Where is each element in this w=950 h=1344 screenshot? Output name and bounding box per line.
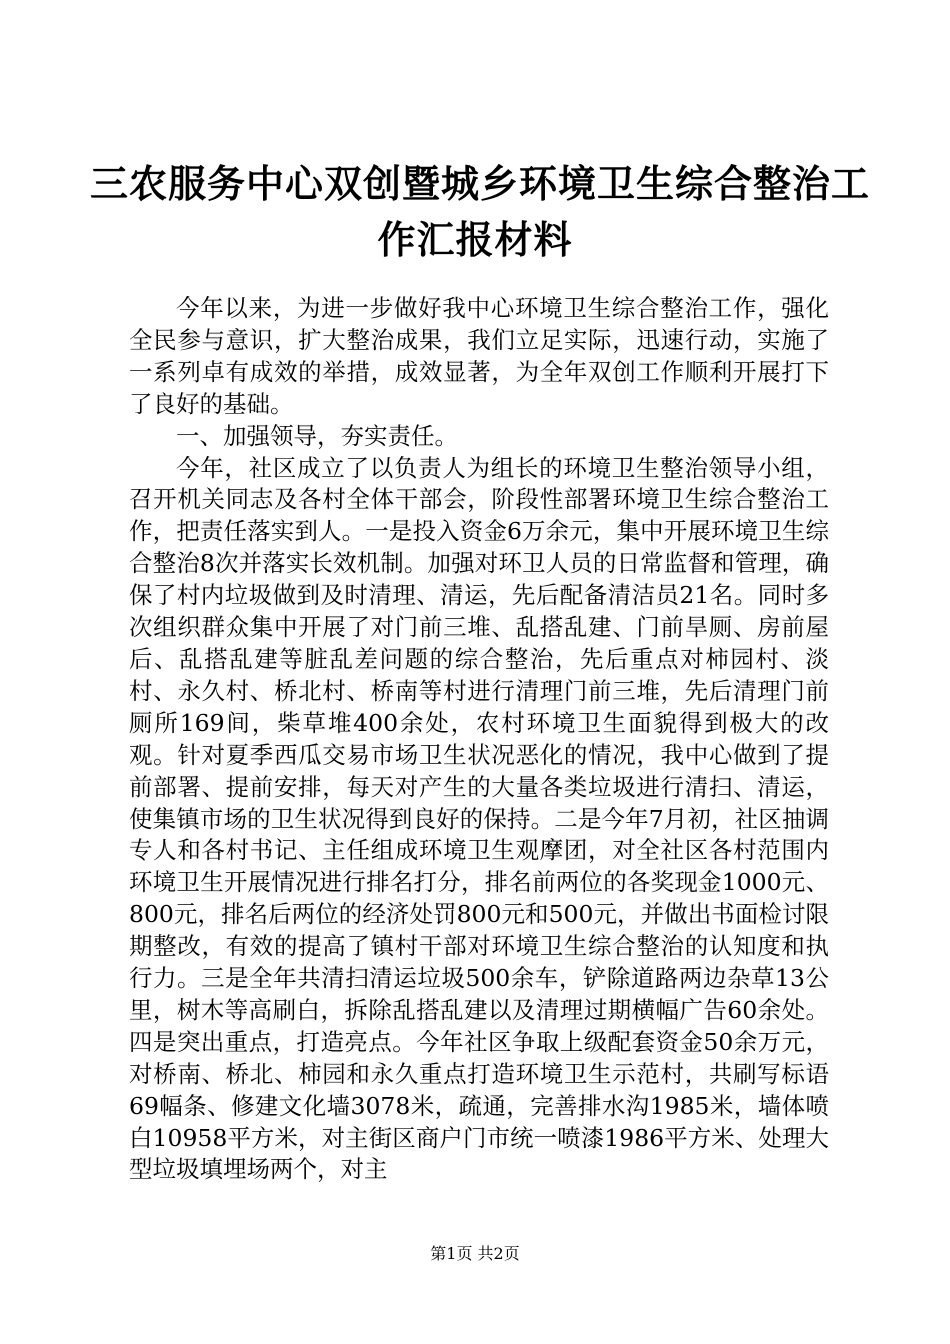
- document-body: [129, 293, 829, 1186]
- intro-paragraph: 今年以来，为进一步做好我中心环境卫生综合整治工作，强化全民参与意识，扩大整治成果，我们立足实际，迅速行动，实施了一系列卓有成效的举措，成效显著，为全年双创工作顺利开展打下了良好的基础。: [129, 294, 829, 418]
- document-title-line-1: 三农服务中心双创暨城乡环境卫生综合整治工: [90, 161, 871, 206]
- body-paragraph: 今年，社区成立了以负责人为组长的环境卫生整治领导小组，召开机关同志及各村全体干部会，阶段性部署环境卫生综合整治工作，把责任落实到人。一是投入资金6万余元，集中开展环境卫生综合整治8次并落实长效机制。加强对环卫人员的日常监督和管理，确保了村内垃圾做到及时清理、清运，先后配备清洁员21名。同时多次组织群众集中开展了对门前三堆、乱搭乱建、门前旱厕、房前屋后、乱搭乱建等脏乱差问题的综合整治，先后重点对柿园村、淡村、永久村、桥北村、桥南等村进行清理门前三堆，先后清理门前厕所169间，柴草堆400余处，农村环境卫生面貌得到极大的改观。针对夏季西瓜交易市场卫生状况恶化的情况，我中心做到了提前部署、提前安排，每天对产生的大量各类垃圾进行清扫、清运，使集镇市场的卫生状况得到良好的保持。二是今年7月初，社区抽调专人和各村书记、主任组成环境卫生观摩团，对全社区各村范围内环境卫生开展情况进行排名打分，排名前两位的各奖现金1000元、800元，排名后两位的经济处罚800元和500元，并做出书面检讨限期整改，有效的提高了镇村干部对环境卫生综合整治的认知度和执行力。三是全年共清扫清运垃圾500余车，铲除道路两边杂草13公里，树木等高刷白，拆除乱搭乱建以及清理过期横幅广告60余处。四是突出重点，打造亮点。今年社区争取上级配套资金50余万元，对桥南、桥北、柿园和永久重点打造环境卫生示范村，共刷写标语69幅条、修建文化墙3078米，疏通，完善排水沟1985米，墙体喷白10958平方米，对主街区商户门市统一喷漆1986平方米、处理大型垃圾填埋场两个，对主: [129, 453, 829, 1184]
- page-number-footer: 第1页 共2页: [430, 1244, 520, 1263]
- section-heading: 一、加强领导，夯实责任。: [176, 421, 458, 450]
- document-title-line-2: 作汇报材料: [377, 217, 573, 262]
